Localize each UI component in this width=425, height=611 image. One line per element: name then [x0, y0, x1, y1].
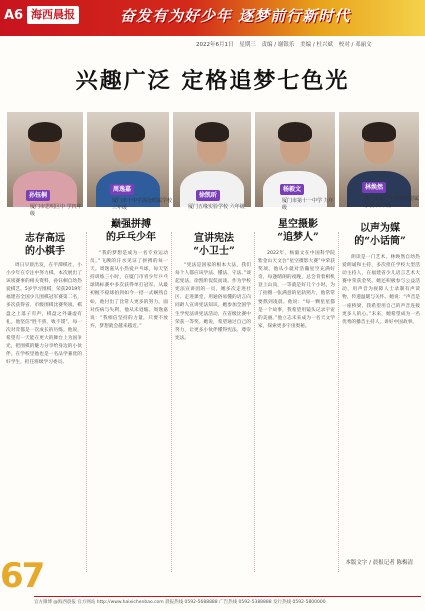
page-header-band [0, 0, 425, 36]
masthead: 海西晨报 [27, 6, 79, 24]
name-tag-3: 徐凯昕 [196, 190, 220, 201]
subhead-5: 以声为媒 的“小话筒” [354, 223, 406, 247]
subhead-1: 志存高远 的小棋手 [25, 233, 65, 257]
column-divider [338, 232, 339, 572]
subhead-3: 宣讲宪法 “小卫士” [193, 233, 235, 257]
issue-meta [196, 40, 376, 48]
article-column-4: 2022年，杨毅文在中国科学院紫金山天文台“星空摄影大赛”中荣获奖项。他从小就对浩瀚星空充满好奇，每逢晴朗的夜晚，总会背着相机登上山顶，一等就是好几个小时。为了拍摄一张满意的星轨照片，他常常要熬到凌晨。他说：“每一颗星星都是一个故事，我希望用镜头记录宇宙的美丽。”他立志未来成为一名天文学家，探索更多宇宙奥秘。 [258, 251, 335, 329]
page-number: 67 [0, 556, 44, 596]
article-column-1: 周日早晨出发，在平潭棋社，小小少年在专注中努力棋。本次展出了该项赛事的相关资料，孙钰桐自幼热爱棋艺。5岁学习围棋，荣获2019年福建省全国少儿围棋冠军赛第二名，多次获得省、市级围棋比赛奖项。棋盘之上落子有声，棋盘之外谦虚有礼。他坚信“胜不骄，败不馁”，每一次对弈都是一次成长的历练。他说，希望有一天能在更大的舞台上为国争光，把围棋的魅力分享给身边的小伙伴。在学校里他也是一名品学兼优的好学生，担任班级学习委员。 [6, 263, 82, 366]
column-divider [254, 232, 255, 572]
caption-2: 厦门市十中学海沧附属学校 三年级 [112, 198, 173, 211]
article-column-5: 朗读是一门艺术。林焕然自幼热爱朗诵和主持，多次担任学校大型活动主持人，在福建省少儿语言艺术大赛中荣获金奖。她还积极参与公益活动，用声音为视障人士录制有声读物，传递温暖与关怀。她说：“声音是一座桥梁，我希望用自己的声音连接更多人的心。”未来，她希望成为一名优秀的播音主持人，讲好中国故事。 [342, 255, 420, 325]
reporter-credit: 本版文字 / 晨报记者 陈梅清 [345, 560, 413, 566]
footer-contact-strip: 官方微博 @海西晨报 官方网站 http://www.haixichenbao.com 晨报热线 0592-5688888 广告热线 0592-5388888 发行热线 0592-5800000 [34, 596, 421, 608]
page-title: 兴趣广泛 定格追梦七色光 [75, 69, 350, 94]
caption-4: 厦门市第十一中学 九年级 [282, 198, 334, 211]
header-slogan: 奋发有为好少年 逐梦前行新时代 [120, 7, 351, 25]
subhead-4: 星空摄影 “追梦人” [277, 219, 319, 243]
designer-credit: 美编 / 杜兴斌 [300, 42, 333, 48]
name-tag-1: 孙钰桐 [26, 190, 50, 201]
editor-credit: 责编 / 谢银乐 [261, 42, 295, 48]
name-tag-5: 林焕然 [362, 182, 386, 193]
article-column-2: “我的梦想是成为一名专业运动员。”飞溅的汗水见证了拼搏的每一天。周逸嘉从小热爱乒乓球，每天坚持训练三小时，在厦门市青少年乒乓球锦标赛中多次获得单打冠军。从最初握不稳球拍到如今一招一式娴熟自如，他付出了比常人更多的努力。面对伤病与失利，他从未退缩。周逸嘉说：“我相信坚持的力量，只要不放弃，梦想就会越来越近。” [90, 251, 168, 329]
issue-weekday: 星期三 [239, 42, 256, 48]
name-tag-4: 杨毅文 [280, 184, 304, 195]
issue-date: 2022年6月1日 [196, 42, 234, 48]
column-divider [86, 232, 87, 572]
portrait-photo-5 [338, 111, 420, 208]
caption-1: 厦门市思明区中 学四年级 [30, 204, 82, 217]
caption-5: 厦门市双十中学海沧附属学校 四年级 [364, 196, 420, 209]
article-column-3: “宪法是国家的根本大法，我们每个人都应该学法、懂法、守法。”谈起宪法，徐凯昕侃侃而谈。作为学校宪法宣讲团的一员，她多次走进社区、走进课堂，用通俗易懂的语言向同龄人宣讲宪法知识。她参加全国学生学宪法讲宪法活动，在省级比赛中荣获一等奖。她说，希望通过自己的努力，让更多小伙伴懂得宪法、尊崇宪法。 [175, 263, 251, 341]
proofreader-credit: 校对 / 邓丽文 [338, 42, 372, 48]
page-label: A6 [4, 8, 24, 23]
name-tag-2: 周逸嘉 [110, 184, 134, 195]
caption-3: 厦门五缘实验学校 六年级 [188, 204, 245, 210]
subhead-2: 巅强拼搏 的乒乓少年 [106, 219, 156, 243]
column-divider [171, 232, 172, 572]
